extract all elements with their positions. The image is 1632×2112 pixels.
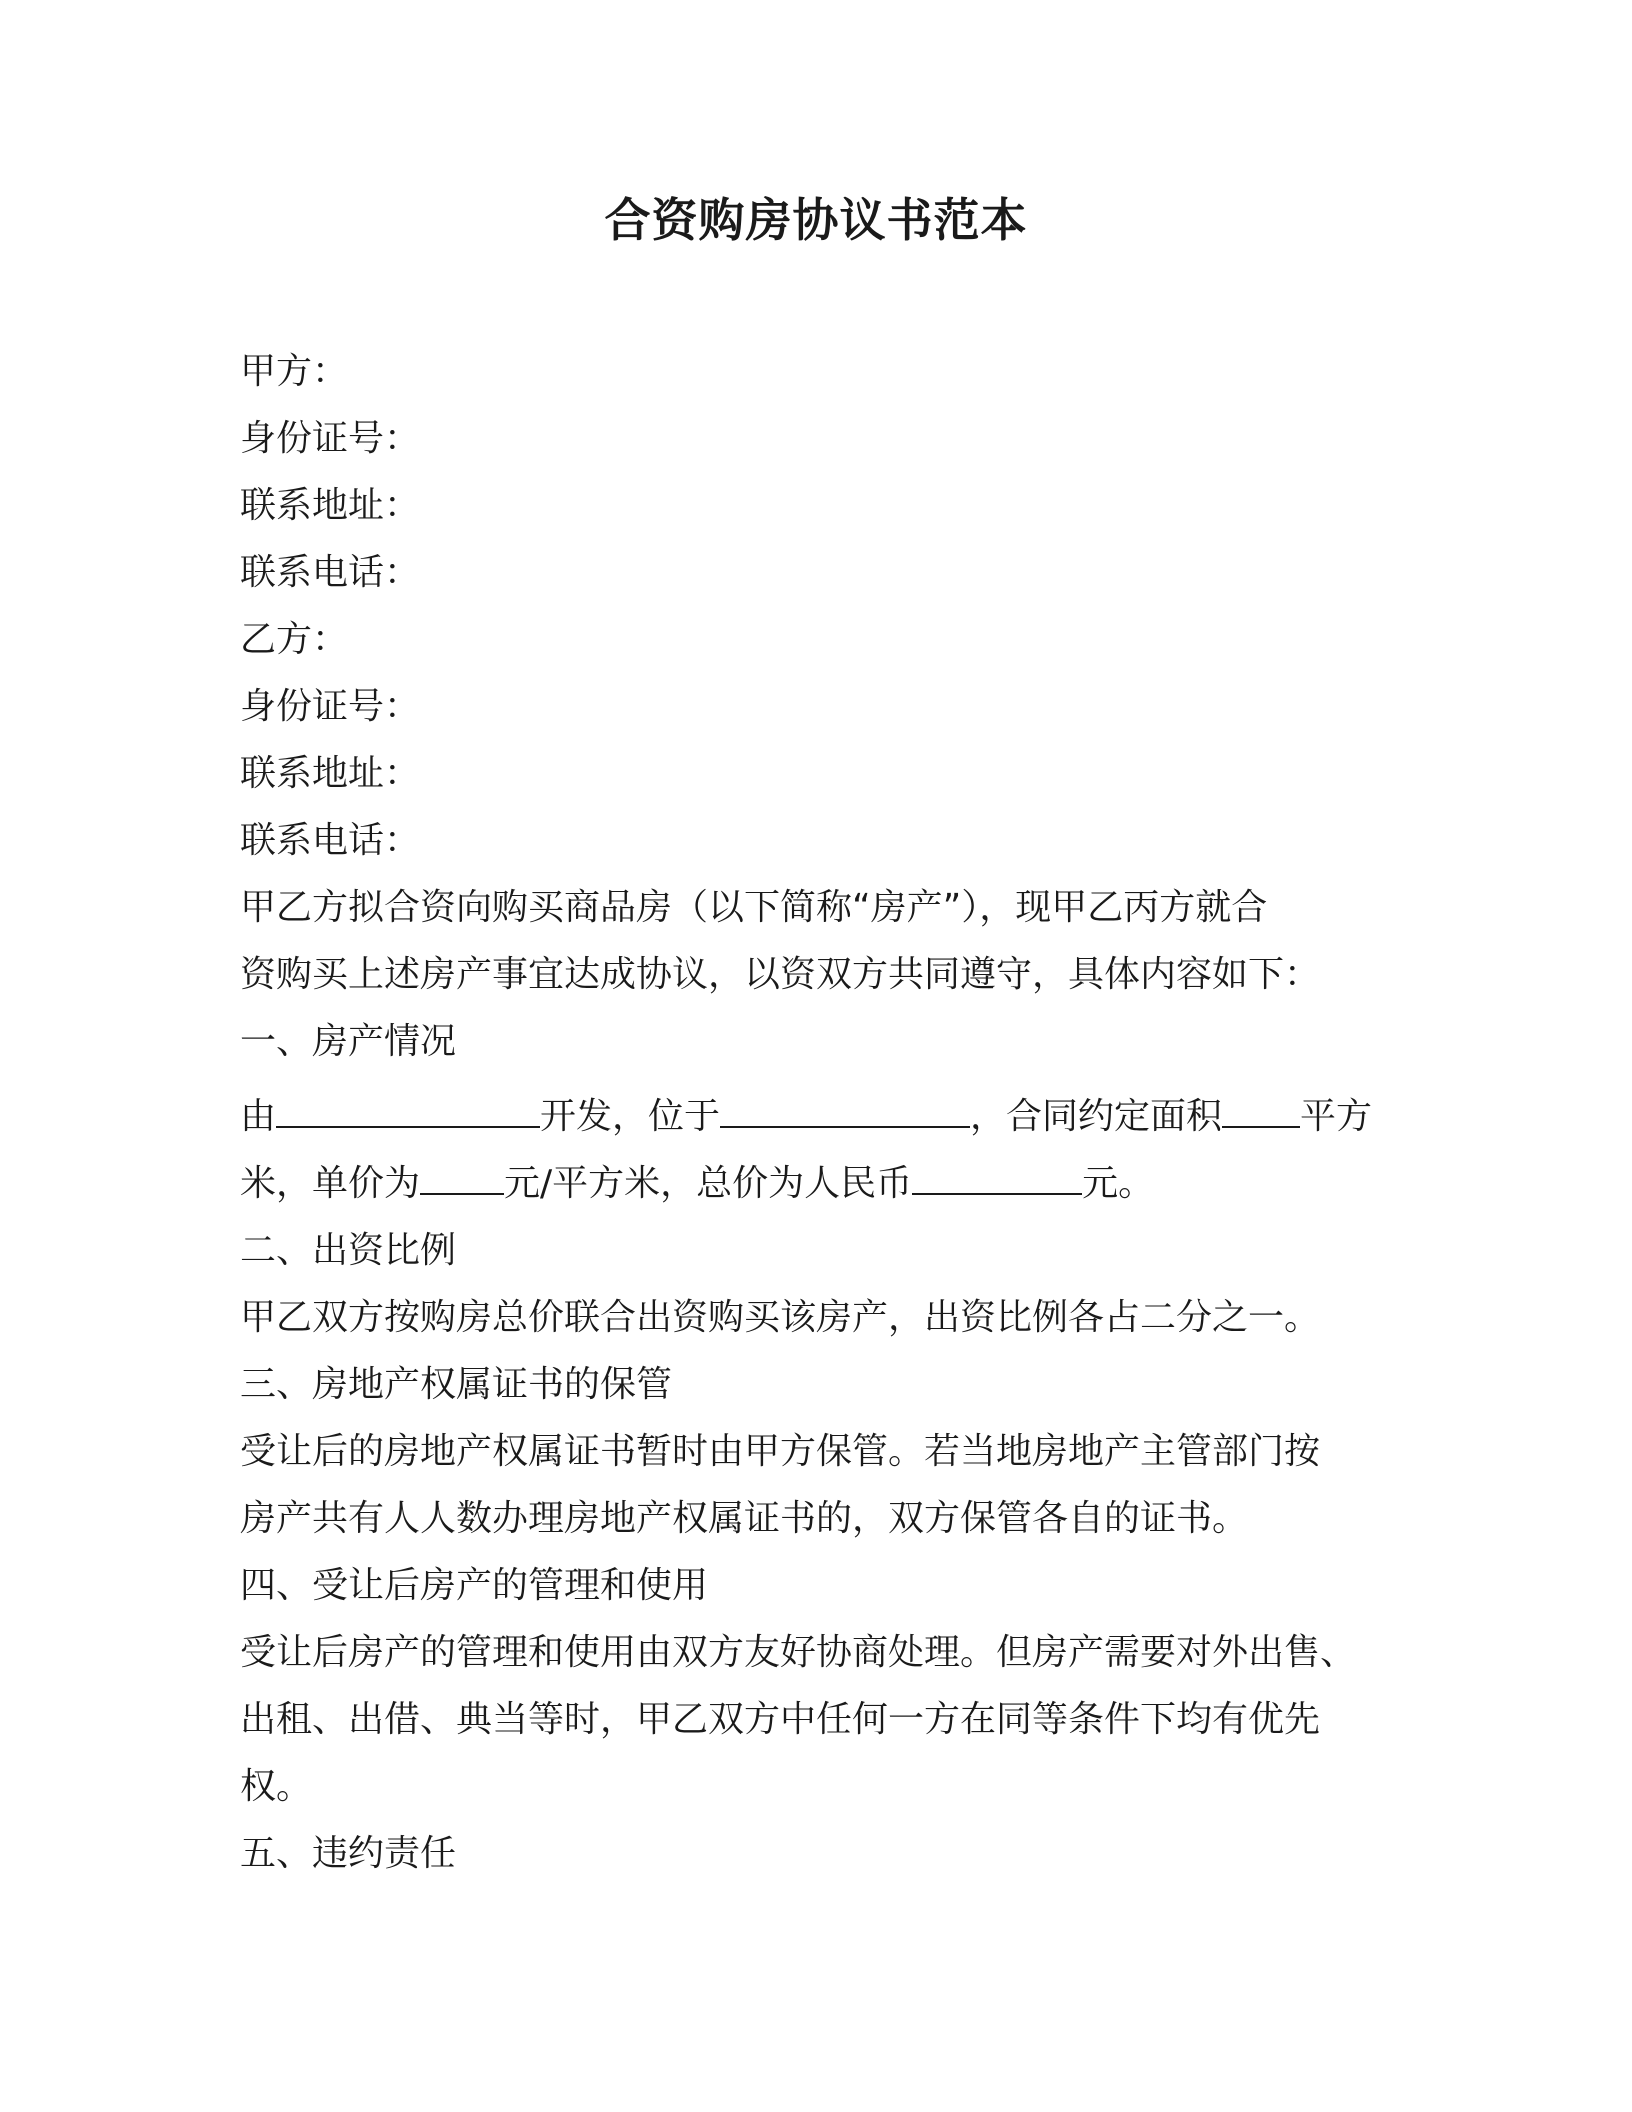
property-text-developed-located: 开发，位于 [540,1096,721,1137]
section-3-text-line-1: 受让后的房地产权属证书暂时由甲方保管。若当地房地产主管部门按 [240,1431,1321,1472]
area-blank [1222,1092,1300,1128]
intro-line-2: 资购买上述房产事宜达成协议，以资双方共同遵守，具体内容如下： [240,954,1321,995]
section-3-heading: 三、房地产权属证书的保管 [240,1364,673,1405]
intro-line-1: 甲乙方拟合资向购买商品房（以下简称“房产”），现甲乙丙方就合 [240,887,1268,928]
document-title: 合资购房协议书范本 [604,193,1028,247]
unit-price-blank [420,1159,504,1195]
section-2-heading: 二、出资比例 [240,1230,457,1271]
property-text-by: 由 [240,1096,277,1137]
total-price-blank [912,1159,1082,1195]
property-text-contract-area: ，合同约定面积 [970,1096,1223,1137]
section-4-text-line-3: 权。 [240,1766,313,1807]
section-4-text-line-1: 受让后房产的管理和使用由双方友好协商处理。但房产需要对外出售、 [240,1632,1357,1673]
property-text-yuan: 元。 [1082,1163,1155,1204]
document-body [240,338,1390,1887]
party-a-id-label: 身份证号： [240,418,421,459]
section-4-text-line-2: 出租、出借、典当等时，甲乙双方中任何一方在同等条件下均有优先 [240,1699,1321,1740]
developer-blank [276,1092,540,1128]
party-b-phone-label: 联系电话： [240,820,421,861]
property-text-square: 平方 [1300,1096,1373,1137]
party-b-address-label: 联系地址： [240,753,421,794]
section-5-heading: 五、违约责任 [240,1833,457,1874]
location-blank [720,1092,970,1128]
party-a-name-label: 甲方： [240,351,349,392]
party-a-address-label: 联系地址： [240,485,421,526]
section-1-heading: 一、房产情况 [240,1021,457,1062]
property-text-unit-price: 米，单价为 [240,1163,421,1204]
property-info-line-1 [240,1083,1390,1150]
section-2-text: 甲乙双方按购房总价联合出资购买该房产，出资比例各占二分之一。 [240,1297,1321,1338]
party-a-phone-label: 联系电话： [240,552,421,593]
party-b-id-label: 身份证号： [240,686,421,727]
property-info-line-2 [240,1150,1390,1217]
party-b-name-label: 乙方： [240,619,349,660]
property-text-total-price: 元/平方米，总价为人民币 [504,1163,913,1204]
section-4-heading: 四、受让后房产的管理和使用 [240,1565,709,1606]
section-3-text-line-2: 房产共有人人数办理房地产权属证书的，双方保管各自的证书。 [240,1498,1249,1539]
